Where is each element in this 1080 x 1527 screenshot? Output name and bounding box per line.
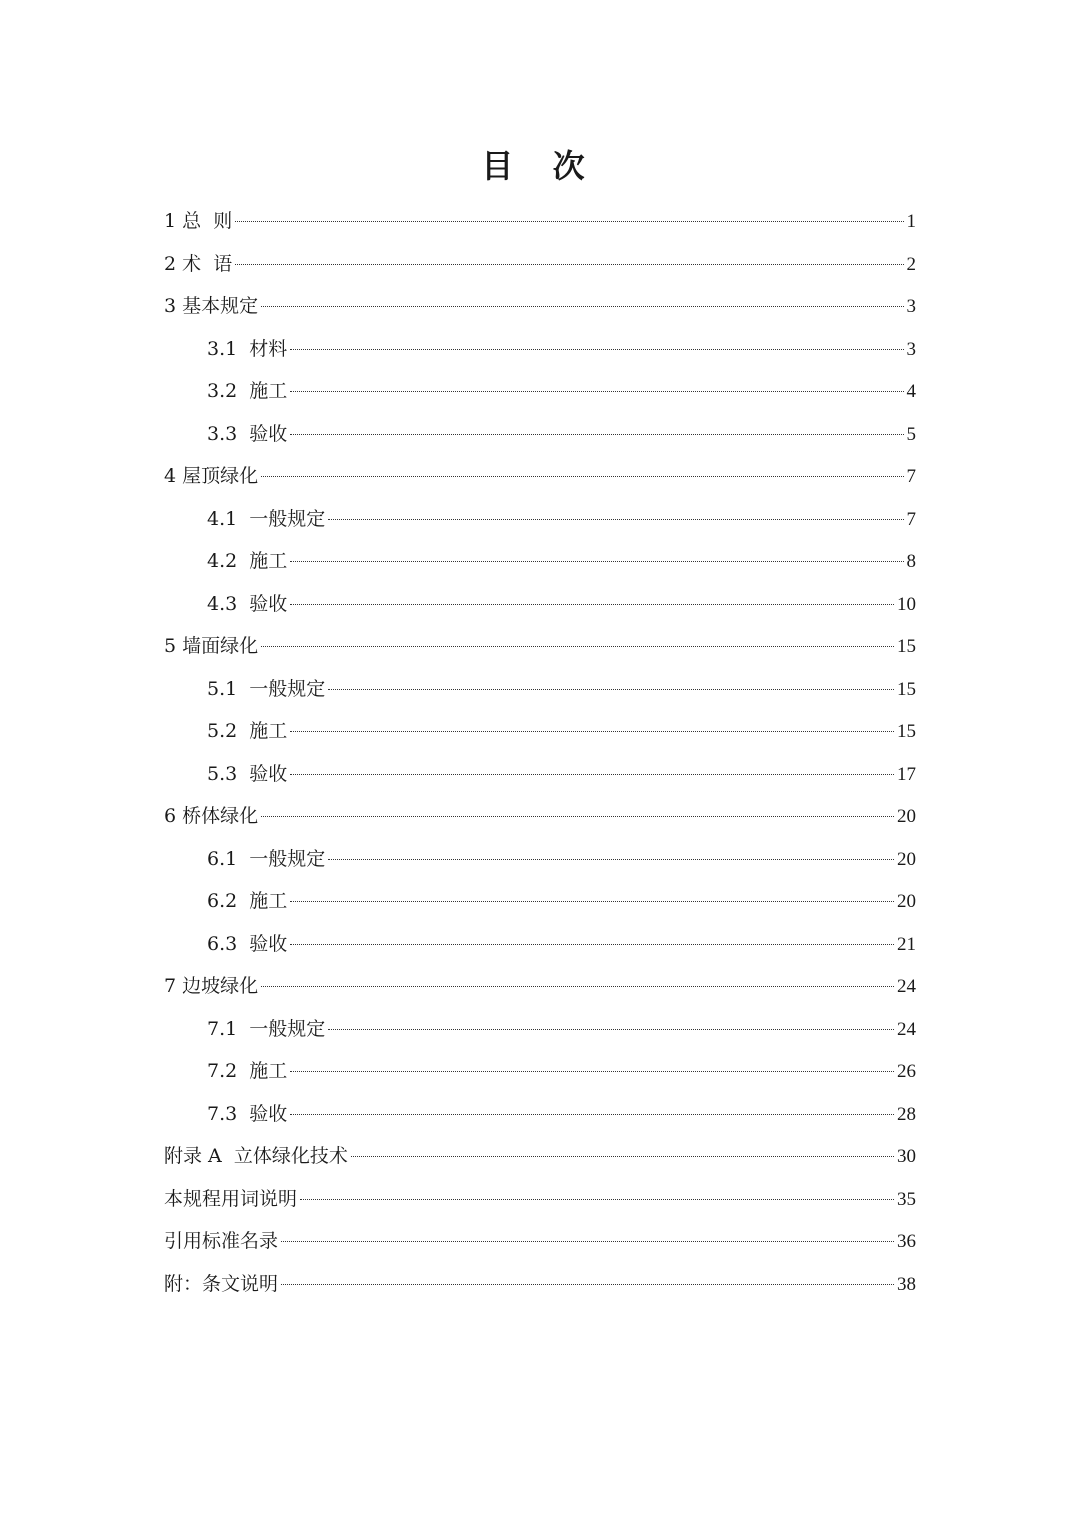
toc-subsection-entry[interactable]	[164, 838, 916, 881]
dot-leader	[290, 349, 903, 350]
toc-entry-label: 附：条文说明	[164, 1272, 279, 1295]
toc-entry-page-number: 20	[897, 806, 916, 827]
toc-section-entry[interactable]	[164, 1178, 916, 1221]
toc-section-entry[interactable]	[164, 200, 916, 243]
toc-entry-label: 3 基本规定	[164, 295, 259, 317]
toc-subsection-entry[interactable]	[164, 710, 916, 753]
dot-leader	[290, 1114, 894, 1115]
toc-entry-label: 3.3 验收	[207, 422, 288, 445]
dot-leader	[281, 1241, 894, 1242]
toc-subsection-entry[interactable]	[164, 923, 916, 966]
toc-entry-label: 6.3 验收	[207, 932, 288, 955]
toc-subsection-entry[interactable]	[164, 753, 916, 796]
toc-entry-label: 4.2 施工	[207, 550, 288, 572]
toc-entry-label: 6.2 施工	[207, 890, 288, 912]
toc-subsection-entry[interactable]	[164, 1050, 916, 1093]
dot-leader	[328, 1029, 894, 1030]
dot-leader	[261, 306, 903, 307]
toc-entry-label: 4 屋顶绿化	[164, 465, 259, 487]
dot-leader	[290, 604, 894, 605]
toc-subsection-entry[interactable]	[164, 1008, 916, 1051]
dot-leader	[290, 901, 894, 902]
dot-leader	[290, 434, 903, 435]
dot-leader	[328, 859, 894, 860]
dot-leader	[281, 1284, 894, 1285]
dot-leader	[261, 646, 894, 647]
dot-leader	[261, 476, 903, 477]
toc-entry-page-number: 4	[906, 381, 916, 402]
toc-entry-label: 5.2 施工	[207, 720, 288, 742]
toc-subsection-entry[interactable]	[164, 1093, 916, 1136]
toc-section-entry[interactable]	[164, 455, 916, 498]
toc-entry-page-number: 20	[897, 891, 916, 912]
toc-entry-page-number: 8	[906, 551, 916, 572]
toc-section-entry[interactable]	[164, 1220, 916, 1263]
toc-entry-page-number: 7	[906, 508, 916, 530]
toc-subsection-entry[interactable]	[164, 668, 916, 711]
toc-entry-page-number: 7	[906, 466, 916, 487]
toc-entry-label: 本规程用词说明	[164, 1187, 298, 1210]
toc-entry-label: 2 术 语	[164, 252, 233, 275]
toc-entry-page-number: 15	[897, 721, 916, 742]
toc-entry-page-number: 1	[906, 211, 916, 232]
toc-entry-page-number: 15	[897, 636, 916, 657]
toc-entry-label: 7.1 一般规定	[207, 1017, 326, 1040]
toc-entry-label: 7.3 验收	[207, 1102, 288, 1125]
toc-entry-label: 7.2 施工	[207, 1060, 288, 1082]
dot-leader	[351, 1156, 894, 1157]
toc-entry-label: 1 总 则	[164, 210, 233, 232]
toc-entry-page-number: 36	[897, 1231, 916, 1252]
toc-entry-label: 3.1 材料	[207, 337, 288, 360]
toc-section-entry[interactable]	[164, 1135, 916, 1178]
toc-subsection-entry[interactable]	[164, 328, 916, 371]
dot-leader	[235, 264, 903, 265]
dot-leader	[328, 519, 903, 520]
dot-leader	[235, 221, 903, 222]
toc-subsection-entry[interactable]	[164, 498, 916, 541]
toc-section-entry[interactable]	[164, 965, 916, 1008]
table-of-contents	[164, 200, 916, 1305]
toc-entry-page-number: 17	[897, 763, 916, 785]
toc-entry-page-number: 3	[906, 296, 916, 317]
toc-entry-page-number: 5	[906, 423, 916, 445]
toc-subsection-entry[interactable]	[164, 583, 916, 626]
toc-entry-page-number: 35	[897, 1188, 916, 1210]
dot-leader	[328, 689, 894, 690]
toc-entry-label: 5.1 一般规定	[207, 677, 326, 700]
toc-subsection-entry[interactable]	[164, 370, 916, 413]
toc-entry-page-number: 21	[897, 933, 916, 955]
dot-leader	[290, 1071, 894, 1072]
toc-subsection-entry[interactable]	[164, 540, 916, 583]
toc-section-entry[interactable]	[164, 243, 916, 286]
toc-subsection-entry[interactable]	[164, 880, 916, 923]
toc-entry-page-number: 15	[897, 678, 916, 700]
dot-leader	[261, 816, 894, 817]
dot-leader	[290, 561, 903, 562]
toc-section-entry[interactable]	[164, 795, 916, 838]
toc-entry-label: 7 边坡绿化	[164, 975, 259, 997]
dot-leader	[300, 1199, 894, 1200]
toc-entry-page-number: 10	[897, 593, 916, 615]
toc-entry-page-number: 30	[897, 1146, 916, 1167]
toc-entry-page-number: 3	[906, 338, 916, 360]
toc-section-entry[interactable]	[164, 1263, 916, 1306]
toc-section-entry[interactable]	[164, 285, 916, 328]
dot-leader	[290, 391, 903, 392]
toc-entry-page-number: 26	[897, 1061, 916, 1082]
toc-entry-page-number: 20	[897, 848, 916, 870]
toc-entry-label: 引用标准名录	[164, 1230, 279, 1252]
toc-entry-page-number: 24	[897, 976, 916, 997]
toc-entry-page-number: 38	[897, 1273, 916, 1295]
toc-entry-label: 4.1 一般规定	[207, 507, 326, 530]
toc-section-entry[interactable]	[164, 625, 916, 668]
toc-entry-label: 附录 A 立体绿化技术	[164, 1145, 348, 1167]
toc-entry-page-number: 2	[906, 253, 916, 275]
dot-leader	[290, 944, 894, 945]
toc-entry-label: 3.2 施工	[207, 380, 288, 402]
toc-entry-label: 5.3 验收	[207, 762, 288, 785]
dot-leader	[290, 731, 894, 732]
toc-entry-label: 6.1 一般规定	[207, 847, 326, 870]
toc-entry-label: 4.3 验收	[207, 592, 288, 615]
dot-leader	[261, 986, 894, 987]
toc-title: 目 次	[481, 147, 599, 185]
toc-entry-page-number: 24	[897, 1018, 916, 1040]
toc-entry-page-number: 28	[897, 1103, 916, 1125]
toc-entry-label: 6 桥体绿化	[164, 805, 259, 827]
toc-subsection-entry[interactable]	[164, 413, 916, 456]
toc-entry-label: 5 墙面绿化	[164, 635, 259, 657]
dot-leader	[290, 774, 894, 775]
